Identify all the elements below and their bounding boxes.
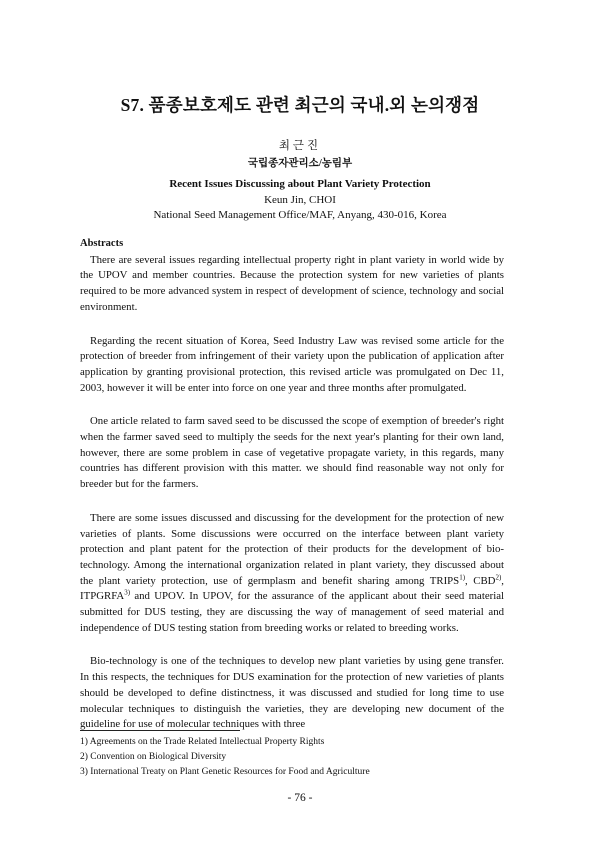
author-korean: 최근진 xyxy=(278,140,322,152)
footnote-1: 1) Agreements on the Trade Related Intellectual Property Rights xyxy=(80,737,325,747)
paragraph-4-text-c: , ITPGRFA xyxy=(80,574,504,603)
paper-title: S7. 품종보호제도 관련 최근의 국내.외 논의쟁점 xyxy=(120,95,480,115)
footnote-3: 3) International Treaty on Plant Genetic Resources for Food and Agriculture xyxy=(80,766,370,777)
abstract-paragraph-4 xyxy=(80,511,504,637)
abstract-heading: Abstracts xyxy=(80,238,124,249)
abstract-section xyxy=(80,236,504,733)
author-english: Keun Jin, CHOI xyxy=(264,194,336,206)
footnotes xyxy=(80,735,510,779)
abstract-paragraph-2: Regarding the recent situation of Korea, Seed Industry Law was revised some article for the protection of breeder from infringement of their variety upon the publication of application after application by granting provisional protection, this revised article was promulgated on Dec 11, 2003, however it will be enter into force on one year and three months after promulgated. xyxy=(80,334,504,394)
paper-title-english: Recent Issues Discussing about Plant Variety Protection xyxy=(169,178,431,190)
abstract-paragraph-1: There are several issues regarding intellectual property right in plant variety in world wide by the UPOV and member countries. Because the protection system for new varieties of plants required to be more advanced system in respect of development of science, technology and social environment. xyxy=(80,253,504,313)
affiliation-english: National Seed Management Office/MAF, Anyang, 430-016, Korea xyxy=(153,209,447,221)
paragraph-4-text-a: There are some issues discussed and discussing for the development for the protection of new varieties of plants. Some discussions were occurred on the interface between plant variety protection and plant patent for the protection of their products for the development of bio-technology. Among the international organization related in plant variety, they discussed about the plant variety protection, use of germplasm and benefit sharing among TRIPS xyxy=(80,511,504,587)
abstract-paragraph-5: Bio-technology is one of the techniques to develop new plant varieties by using gene transfer. In this respects, the techniques for DUS examination for the protection of new varieties of plants should be developed to define distinctness, it was discussed and studied for long time to use molecular techniques to distinguish the varieties, they are developing new document of the guideline for use of molecular techniques with three xyxy=(80,655,504,731)
footnote-divider xyxy=(80,730,240,731)
paragraph-4-text-d: and UPOV. In UPOV, for the assurance of the applicant about their seed material submitted for DUS testing, they are discussing the way of management of seed material and independence of DUS testing station from breeding works or related to breeding works. xyxy=(80,590,504,634)
footnote-2: 2) Convention on Biological Diversity xyxy=(80,751,227,762)
paragraph-4-text-b: , CBD xyxy=(465,574,496,587)
footnote-ref-2: 2) xyxy=(495,573,502,582)
affiliation-korean: 국립종자관리소/농림부 xyxy=(247,158,353,169)
abstract-paragraph-3: One article related to farm saved seed to be discussed the scope of exemption of breeder's right when the farmer saved seed to multiply the seeds for the next year's planting for their own land, however, there are some problem in case of vegetative propagate variety, in this regards, many countries has different provision with this matter. we should find reasonable way not only for breeder but for the farmers. xyxy=(80,415,504,491)
footnote-ref-3: 3) xyxy=(124,588,131,597)
footnote-ref-1: 1) xyxy=(459,573,466,582)
page-number: - 76 - xyxy=(287,792,313,804)
